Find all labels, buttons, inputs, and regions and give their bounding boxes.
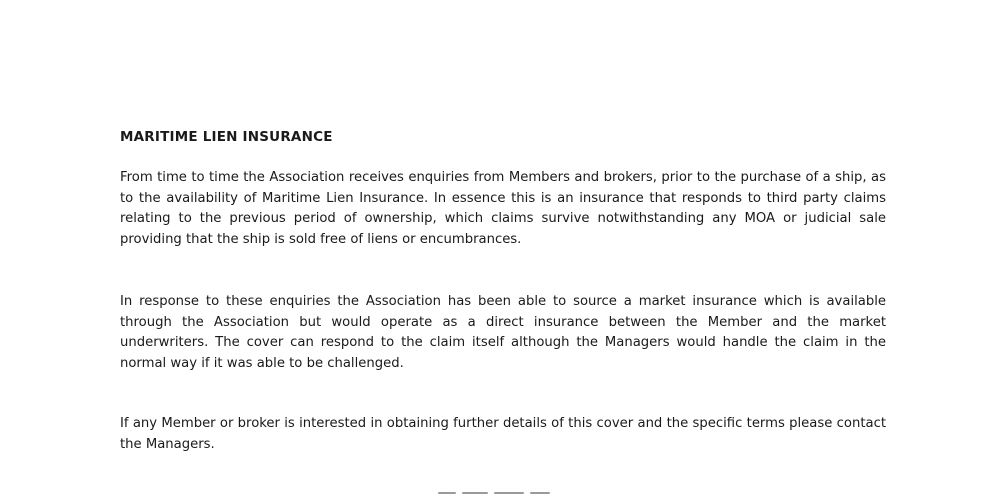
paragraph-contact-managers: If any Member or broker is interested in obtaining further details of this cover and the specific terms please contact the Managers. [120,416,886,452]
paragraph-market-insurance: In response to these enquiries the Association has been able to source a market insurance which is available through the Association but would operate as a direct insurance between the Member and the market underwriters. The cover can respond to the claim itself although the Managers would handle the claim in the normal way if it was able to be challenged. [120,294,886,371]
cropped-footer-text [430,488,570,500]
paragraph-availability: From time to time the Association receives enquiries from Members and brokers, prior to the purchase of a ship, as to the availability of Maritime Lien Insurance. In essence this is an insurance that responds to third party claims relating to the previous period of ownership, which claims survive notwithstanding any MOA or judicial sale providing that the ship is sold free of liens or encumbrances. [120,170,886,247]
document-title: MARITIME LIEN INSURANCE [120,129,333,145]
